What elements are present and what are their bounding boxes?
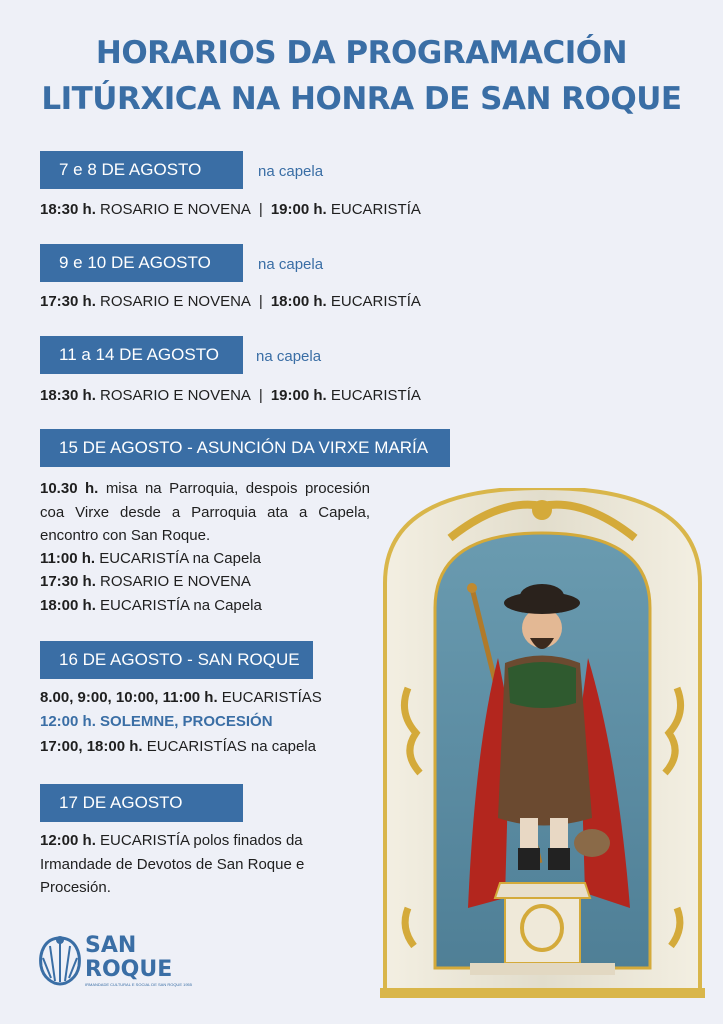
activity: EUCARISTÍA polos finados da Irmandade de Devotos de San Roque e Procesión. (40, 832, 305, 896)
schedule-line-1 (40, 198, 421, 222)
date-badge-1: 7 e 8 DE AGOSTO (40, 151, 243, 189)
time: 8.00, 9:00, 10:00, 11:00 h. (40, 689, 218, 706)
logo-line-2: ROQUE (85, 957, 173, 982)
activity: EUCARISTÍA na Capela (99, 550, 261, 567)
location-label-2: na capela (258, 256, 324, 273)
title-line-1: HORARIOS DA PROGRAMACIÓN (95, 35, 628, 71)
time: 17:30 h. (40, 293, 96, 310)
activity: EUCARISTÍA (330, 387, 421, 404)
time: 19:00 h. (270, 201, 327, 218)
schedule-line-3 (40, 384, 421, 408)
separator: | (258, 201, 263, 218)
san-roque-logo (37, 932, 197, 990)
activity: ROSARIO E NOVENA (100, 573, 251, 590)
schedule-line-4c (40, 594, 262, 618)
time: 10.30 h. (40, 480, 99, 497)
activity: EUCARISTÍA (330, 201, 421, 218)
schedule-line-5a (40, 686, 322, 710)
activity: ROSARIO E NOVENA (100, 201, 251, 218)
date-badge-3: 11 a 14 DE AGOSTO (40, 336, 243, 374)
page-title (0, 30, 723, 122)
time: 12:00 h. (40, 832, 96, 849)
schedule-paragraph-4 (40, 477, 370, 548)
separator: | (258, 387, 263, 404)
saint-roch-shrine-image (380, 488, 705, 1000)
separator: | (258, 293, 263, 310)
time: 18:00 h. (270, 293, 327, 310)
logo-tagline: IRMANDADE CULTURAL E SOCIAL DE SAN ROQUE 1955 (85, 982, 192, 987)
time: 17:30 h. (40, 573, 96, 590)
activity: EUCARISTÍA (330, 293, 421, 310)
time: 18:30 h. (40, 387, 96, 404)
date-badge-4: 15 DE AGOSTO - ASUNCIÓN DA VIRXE MARÍA (40, 429, 450, 467)
activity: EUCARISTÍAS (221, 689, 322, 706)
time: 18:00 h. (40, 597, 96, 614)
date-badge-2: 9 e 10 DE AGOSTO (40, 244, 243, 282)
time: 19:00 h. (270, 387, 327, 404)
date-badge-6: 17 DE AGOSTO (40, 784, 243, 822)
time: 11:00 h. (40, 550, 96, 567)
schedule-line-5c (40, 735, 316, 759)
time: 17:00, 18:00 h. (40, 738, 143, 755)
activity: EUCARISTÍA na Capela (100, 597, 262, 614)
activity: misa na Parroquia, despois procesión coa Virxe desde a Parroquia ata a Capela, encontro con San Roque. (40, 480, 370, 544)
schedule-line-2 (40, 290, 421, 314)
time: 18:30 h. (40, 201, 96, 218)
scallop-pilgrim-icon (37, 932, 83, 988)
activity: ROSARIO E NOVENA (100, 293, 251, 310)
activity: EUCARISTÍAS na capela (146, 738, 316, 755)
schedule-line-5b: 12:00 h. SOLEMNE, PROCESIÓN (40, 713, 273, 730)
location-label-1: na capela (258, 163, 324, 180)
activity: ROSARIO E NOVENA (100, 387, 251, 404)
logo-line-1: SAN (85, 933, 137, 958)
schedule-paragraph-6 (40, 829, 360, 900)
date-badge-5: 16 DE AGOSTO - SAN ROQUE (40, 641, 313, 679)
location-label-3: na capela (256, 348, 322, 365)
schedule-line-4b (40, 570, 251, 594)
title-line-2: LITÚRXICA NA HONRA DE SAN ROQUE (41, 81, 682, 117)
schedule-line-4a (40, 547, 261, 571)
